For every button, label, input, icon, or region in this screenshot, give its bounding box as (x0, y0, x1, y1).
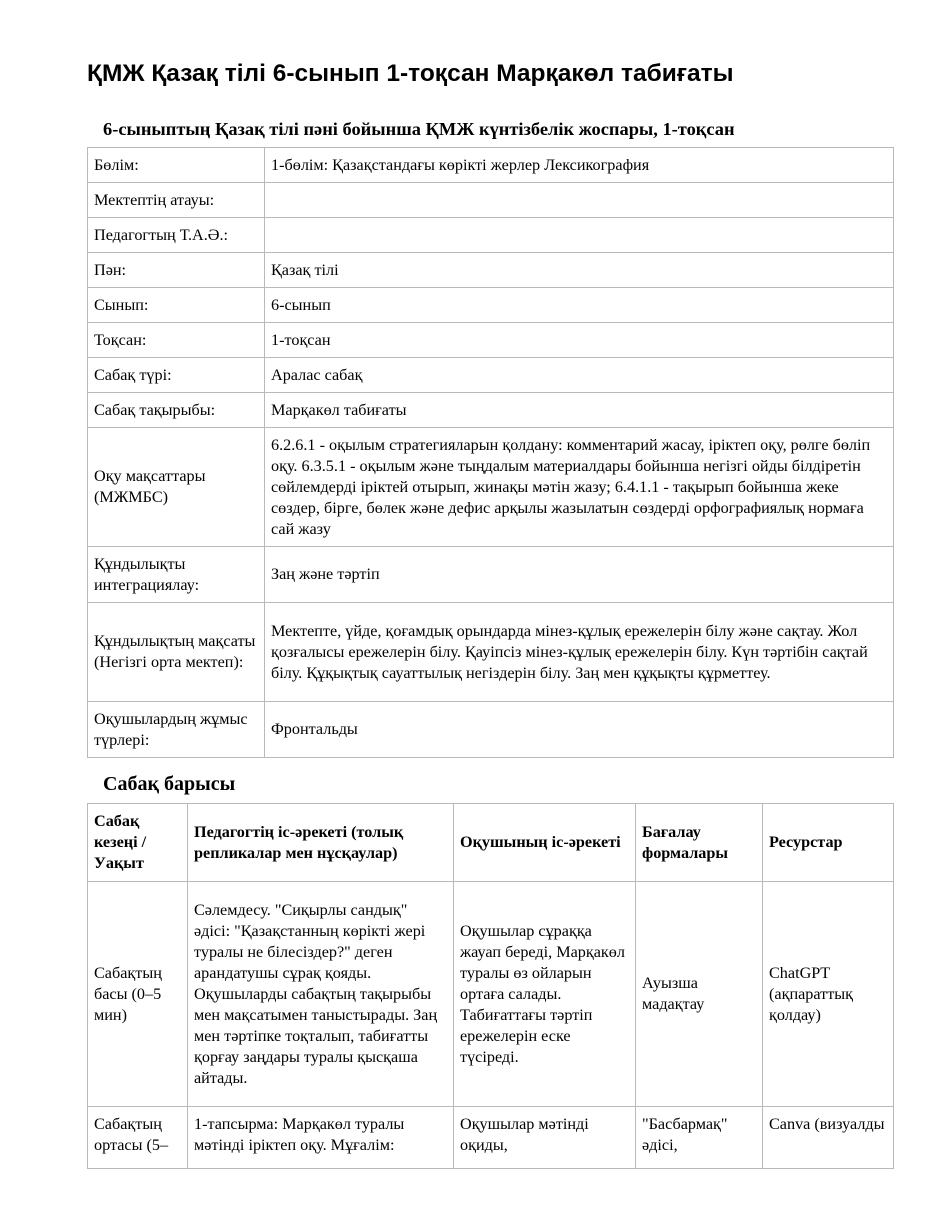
info-label: Құндылықты интеграциялау: (88, 547, 265, 603)
info-label: Сабақ түрі: (88, 358, 265, 393)
lesson-student-cell: Оқушылар сұраққа жауап береді, Марқакөл туралы өз ойларын ортаға салады. Табиғаттағы тәртіп ережелерін еске түсіреді. (454, 882, 636, 1107)
info-row-teacher (88, 218, 894, 253)
lesson-header-row (88, 804, 894, 882)
info-label: Мектептің атауы: (88, 183, 265, 218)
lesson-stage-cell: Сабақтың басы (0–5 мин) (88, 882, 188, 1107)
column-header-student: Оқушының іс-әрекеті (454, 804, 636, 882)
info-label: Тоқсан: (88, 323, 265, 358)
info-row-subject (88, 253, 894, 288)
info-value: Заң және тәртіп (265, 547, 894, 603)
info-row-grade (88, 288, 894, 323)
info-label: Педагогтың Т.А.Ә.: (88, 218, 265, 253)
info-value: Аралас сабақ (265, 358, 894, 393)
lesson-flow-table (87, 803, 894, 1169)
info-value: Марқакөл табиғаты (265, 393, 894, 428)
info-row-value-goal (88, 603, 894, 702)
info-row-lesson-type (88, 358, 894, 393)
info-label: Сынып: (88, 288, 265, 323)
info-label: Оқушылардың жұмыс түрлері: (88, 702, 265, 758)
info-label: Құндылықтың мақсаты (Негізгі орта мектеп): (88, 603, 265, 702)
info-value: 1-бөлім: Қазақстандағы көрікті жерлер Лексикография (265, 148, 894, 183)
lesson-assessment-cell: "Басбармақ" әдісі, (636, 1107, 763, 1169)
info-value: Фронтальды (265, 702, 894, 758)
info-row-work-types (88, 702, 894, 758)
document-subtitle: 6-сыныптың Қазақ тілі пәні бойынша ҚМЖ күнтізбелік жоспары, 1-тоқсан (103, 119, 735, 139)
lesson-assessment-cell: Ауызша мадақтау (636, 882, 763, 1107)
info-value (265, 183, 894, 218)
info-row-section (88, 148, 894, 183)
column-header-stage: Сабақ кезеңі / Уақыт (88, 804, 188, 882)
lesson-teacher-cell: Сәлемдесу. "Сиқырлы сандық" әдісі: "Қазақстанның көрікті жері туралы не білесіздер?" деген арандатушы сұрақ қояды. Оқушыларды сабақтың тақырыбы мен мақсатымен таныстырады. Заң мен тәртіпке тоқталып, табиғатты қорғау заңдары туралы қысқаша айтады. (188, 882, 454, 1107)
info-value: Мектепте, үйде, қоғамдық орындарда мінез-құлық ережелерін білу және сақтау. Жол қозғалысы ережелерін білу. Қауіпсіз мінез-құлық ережелерін білу. Күн тәртібін сақтай білу. Құқықтық сауаттылық негіздерін білу. Заң мен құқықты құрметтеу. (265, 603, 894, 702)
info-row-learning-goals (88, 428, 894, 547)
lesson-section-title: Сабақ барысы (103, 773, 236, 795)
info-row-quarter (88, 323, 894, 358)
info-label: Пән: (88, 253, 265, 288)
lesson-teacher-cell: 1-тапсырма: Марқакөл туралы мәтінді іріктеп оқу. Мұғалім: (188, 1107, 454, 1169)
lesson-info-table (87, 147, 894, 758)
info-label: Оқу мақсаттары (МЖМБС) (88, 428, 265, 547)
lesson-row-start (88, 882, 894, 1107)
column-header-resources: Ресурстар (763, 804, 894, 882)
info-label: Бөлім: (88, 148, 265, 183)
lesson-resources-cell: ChatGPT (ақпараттық қолдау) (763, 882, 894, 1107)
lesson-resources-cell: Canva (визуалды (763, 1107, 894, 1169)
info-row-school (88, 183, 894, 218)
info-value: Қазақ тілі (265, 253, 894, 288)
info-value: 1-тоқсан (265, 323, 894, 358)
lesson-student-cell: Оқушылар мәтінді оқиды, (454, 1107, 636, 1169)
column-header-teacher: Педагогтің іс-әрекеті (толық репликалар мен нұсқаулар) (188, 804, 454, 882)
lesson-stage-cell: Сабақтың ортасы (5– (88, 1107, 188, 1169)
document-title: ҚМЖ Қазақ тілі 6-сынып 1-тоқсан Марқакөл табиғаты (87, 60, 734, 87)
info-row-lesson-topic (88, 393, 894, 428)
lesson-row-middle (88, 1107, 894, 1169)
info-value: 6.2.6.1 - оқылым стратегияларын қолдану: комментарий жасау, іріктеп оқу, рөлге бөліп оқу. 6.3.5.1 - оқылым және тыңдалым материалдары бойынша негізгі ойды білдіретін сөйлемдерді іріктей отырып, жинақы мәтін жазу; 6.4.1.1 - тақырып бойынша жеке сөздер, бірге, бөлек және дефис арқылы жазылатын сөздерді орфографиялық нормаға сай жазу (265, 428, 894, 547)
info-value (265, 218, 894, 253)
info-value: 6-сынып (265, 288, 894, 323)
info-row-value-integration (88, 547, 894, 603)
info-label: Сабақ тақырыбы: (88, 393, 265, 428)
column-header-assessment: Бағалау формалары (636, 804, 763, 882)
